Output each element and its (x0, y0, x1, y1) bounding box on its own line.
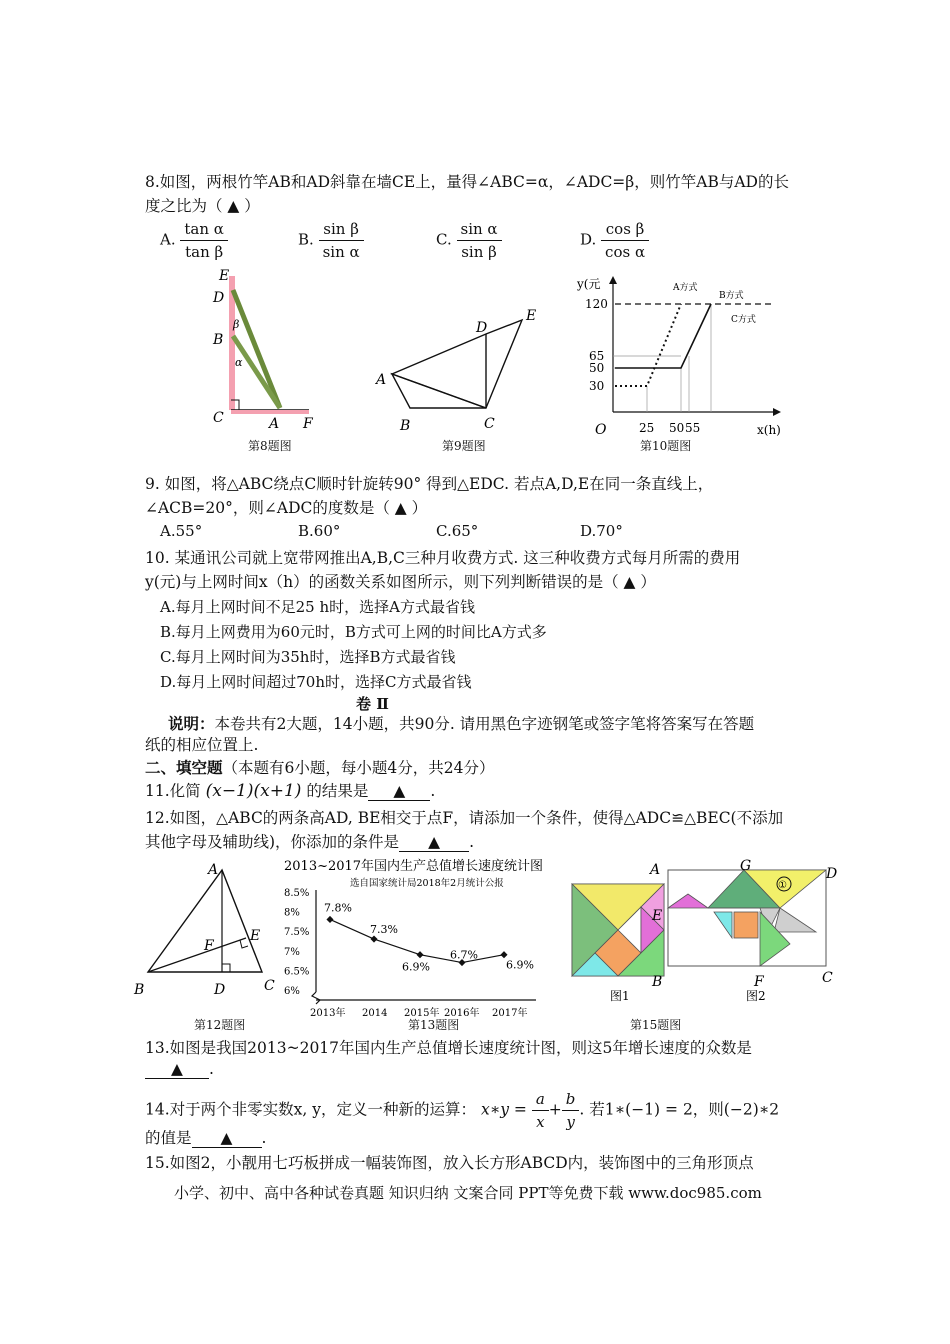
q9-option-b: B.60° (298, 522, 341, 540)
q8-line2: 度之比为（ ▲ ） (145, 197, 260, 215)
figure-9-caption: 第9题图 (442, 439, 486, 453)
q11-post: 的结果是 (306, 782, 369, 800)
q14-lhs: x∗y = (480, 1100, 527, 1119)
label-b: B (652, 974, 663, 990)
q10-option-b: B.每月上网费用为60元时，B方式可上网的时间比A方式多 (160, 623, 547, 641)
q14-mid: . 若1∗(−1) = 2，则(−2)∗2 (579, 1100, 780, 1119)
figure-10 (575, 272, 790, 440)
origin-label: O (595, 422, 607, 438)
numerator: sin β (319, 218, 364, 241)
y-tick: 65 (589, 349, 605, 363)
x-tick-label: 2013年 (310, 1008, 346, 1019)
label-e: E (219, 268, 230, 284)
data-label: 6.9% (506, 958, 534, 972)
q12-line2 (145, 830, 474, 852)
data-point (500, 951, 507, 958)
denominator: sin α (322, 243, 360, 261)
label-c: C (213, 410, 224, 426)
q8-option-c (436, 218, 502, 263)
label-g: G (740, 858, 752, 874)
q14-end: . (261, 1129, 267, 1147)
label-b: B (400, 418, 411, 434)
chart-subtitle: 选自国家统计局2018年2月统计公报 (350, 878, 504, 889)
option-fraction (319, 218, 364, 263)
q14-pre: 14.对于两个非零实数x, y，定义一种新的运算： (145, 1100, 477, 1119)
q8-option-b (298, 218, 364, 263)
q9-line1: 9. 如图，将△ABC绕点C顺时针旋转90° 得到△EDC. 若点A,D,E在同一条直线上， (145, 475, 714, 493)
x-axis-label: x(h) (757, 423, 781, 437)
note-label: 说明： (168, 714, 215, 733)
part2-title: 卷 Ⅱ (356, 695, 389, 713)
q14-text: 的值是 (145, 1129, 192, 1147)
q10-option-d: D.每月上网时间超过70h时，选择C方式最省钱 (160, 673, 472, 691)
section-desc: （本题有6小题，每小题4分，共24分） (222, 759, 495, 777)
y-axis-label: y(元 (577, 277, 601, 291)
q14-frac2 (562, 1088, 580, 1133)
q12-text: 其他字母及辅助线)，你添加的条件是 (145, 833, 400, 851)
figure-12-caption: 第12题图 (194, 1018, 246, 1032)
q8-line1: 8.如图，两根竹竿AB和AD斜靠在墙CE上，量得∠ABC=α，∠ADC=β，则竹竿AB与AD的长 (145, 173, 789, 191)
numerator: a (532, 1088, 549, 1111)
y-tick: 30 (589, 379, 605, 393)
y-tick: 50 (589, 361, 605, 375)
x-tick: 25 (639, 421, 655, 435)
label-b: B (213, 332, 224, 348)
label-e: E (250, 928, 261, 944)
label-d: D (214, 982, 226, 998)
q13-line2 (145, 1060, 214, 1079)
denominator: tan β (185, 243, 224, 261)
label-a: A (376, 372, 387, 388)
option-label: D. (580, 230, 597, 249)
note-text: 本卷共有2大题，14小题，共90分. 请用黑色字迹钢笔或签字笔将答案写在答题 (214, 715, 755, 733)
q13-answer-blank: ▲ (145, 1060, 209, 1079)
numerator: tan α (180, 218, 228, 241)
label-a: A (650, 862, 661, 878)
option-fraction (457, 218, 502, 263)
q10-option-c: C.每月上网时间为35h时，选择B方式最省钱 (160, 648, 456, 666)
data-point (416, 951, 423, 958)
data-label: 7.3% (370, 923, 398, 937)
data-label: 6.7% (450, 948, 478, 962)
figure-9 (370, 300, 550, 436)
option-label: B. (298, 230, 314, 249)
q12-line1: 12.如图，△ABC的两条高AD, BE相交于点F，请添加一个条件，使得△ADC≌△BEC(不添加 (145, 809, 784, 827)
label-c: C (264, 978, 275, 994)
q10-option-a: A.每月上网时间不足25 h时，选择A方式最省钱 (160, 598, 475, 616)
fig1-label: 图1 (610, 989, 630, 1003)
data-label: 7.8% (324, 901, 352, 915)
denominator: y (566, 1113, 575, 1131)
label-a: A (208, 862, 219, 878)
y-tick-label: 6% (284, 986, 300, 997)
numerator: sin α (457, 218, 502, 241)
data-label: 6.9% (402, 960, 430, 974)
label-f: F (204, 938, 214, 954)
y-tick-label: 7.5% (284, 927, 310, 939)
label-alpha: α (235, 356, 243, 369)
x-tick-label: 2017年 (492, 1008, 528, 1019)
label-a: A (269, 416, 280, 430)
part2-note2: 纸的相应位置上. (145, 736, 259, 754)
q10-line2: y(元)与上网时间x（h）的函数关系如图所示，则下列判断错误的是（ ▲ ） (145, 573, 656, 591)
denominator: x (536, 1113, 545, 1131)
x-tick-label: 2015年 (404, 1008, 440, 1019)
option-fraction (180, 218, 228, 263)
q14-frac1 (532, 1088, 549, 1133)
figure-15-caption: 第15题图 (630, 1018, 682, 1032)
x-tick-label: 2016年 (444, 1008, 480, 1019)
q11 (145, 779, 435, 801)
figure-13-chart (278, 856, 568, 1024)
points (324, 901, 534, 973)
section-2-header (145, 756, 494, 778)
y-tick-label: 8% (284, 907, 300, 919)
figure-12 (130, 860, 280, 1000)
label-beta: β (233, 318, 240, 331)
q14-line2 (145, 1126, 266, 1148)
q11-answer-blank: ▲ (368, 782, 430, 801)
q10-line1: 10. 某通讯公司就上宽带网推出A,B,C三种月收费方式. 这三种收费方式每月所需的费用 (145, 549, 741, 567)
label-e: E (652, 908, 663, 924)
q11-end: . (430, 782, 436, 800)
q9-line2: ∠ACB=20°，则∠ADC的度数是（ ▲ ） (145, 499, 428, 517)
figure-8 (205, 268, 325, 430)
q12-end: . (469, 833, 474, 851)
label-e: E (526, 308, 537, 324)
q9-option-a: A.55° (160, 522, 203, 540)
q14-answer-blank: ▲ (192, 1129, 262, 1148)
figure-8-caption: 第8题图 (248, 439, 292, 453)
numerator: cos β (601, 218, 649, 241)
legend-c: C方式 (731, 315, 756, 325)
q9-option-d: D.70° (580, 522, 623, 540)
x-tick: 55 (685, 421, 701, 435)
chart-title: 2013~2017年国内生产总值增长速度统计图 (284, 859, 544, 874)
q8-option-d (580, 218, 649, 263)
y-ticks (284, 888, 309, 997)
q14-plus: + (548, 1100, 562, 1119)
q11-expression: (x−1)(x+1) (205, 781, 302, 801)
denominator: cos α (605, 243, 646, 261)
numerator: b (562, 1088, 580, 1111)
data-point (370, 936, 377, 943)
option-label: C. (436, 230, 452, 249)
figure-10-caption: 第10题图 (640, 439, 692, 453)
denominator: sin β (461, 243, 497, 261)
label-circle-1: ① (778, 880, 787, 891)
q9-option-c: C.65° (436, 522, 479, 540)
y-tick: 120 (585, 297, 608, 311)
footer-text: 小学、初中、高中各种试卷真题 知识归纳 文案合同 PPT等免费下载 www.doc985.com (174, 1184, 762, 1202)
part2-note1 (168, 712, 754, 734)
y-tick-label: 6.5% (284, 966, 310, 978)
legend-b: B方式 (719, 291, 744, 301)
q15-line1: 15.如图2，小靓用七巧板拼成一幅装饰图，放入长方形ABCD内，装饰图中的三角形顶点 (145, 1154, 754, 1172)
label-d: D (213, 290, 225, 306)
q13-line1: 13.如图是我国2013~2017年国内生产总值增长速度统计图，则这5年增长速度的众数是 (145, 1039, 752, 1057)
fig2-label: 图2 (746, 989, 766, 1003)
q12-answer-blank: ▲ (399, 833, 469, 852)
label-d: D (826, 866, 838, 882)
figure-13-caption: 第13题图 (408, 1018, 460, 1032)
y-tick-label: 8.5% (284, 888, 310, 899)
label-c: C (822, 970, 833, 986)
q11-pre: 11.化简 (145, 782, 201, 800)
label-d: D (476, 320, 488, 336)
x-tick-label: 2014 (362, 1008, 388, 1019)
figure-15 (564, 856, 854, 1006)
data-point (326, 916, 333, 923)
option-label: A. (160, 230, 176, 249)
label-c: C (484, 416, 495, 432)
label-b: B (134, 982, 145, 998)
label-f: F (303, 416, 313, 430)
label-f: F (754, 974, 764, 990)
section-title: 二、填空题 (145, 758, 223, 777)
q8-option-a (160, 218, 228, 263)
y-tick-label: 7% (284, 946, 300, 958)
x-tick: 50 (669, 421, 685, 435)
q13-end: . (209, 1060, 214, 1078)
option-fraction (601, 218, 649, 263)
legend-a: A方式 (673, 283, 698, 293)
